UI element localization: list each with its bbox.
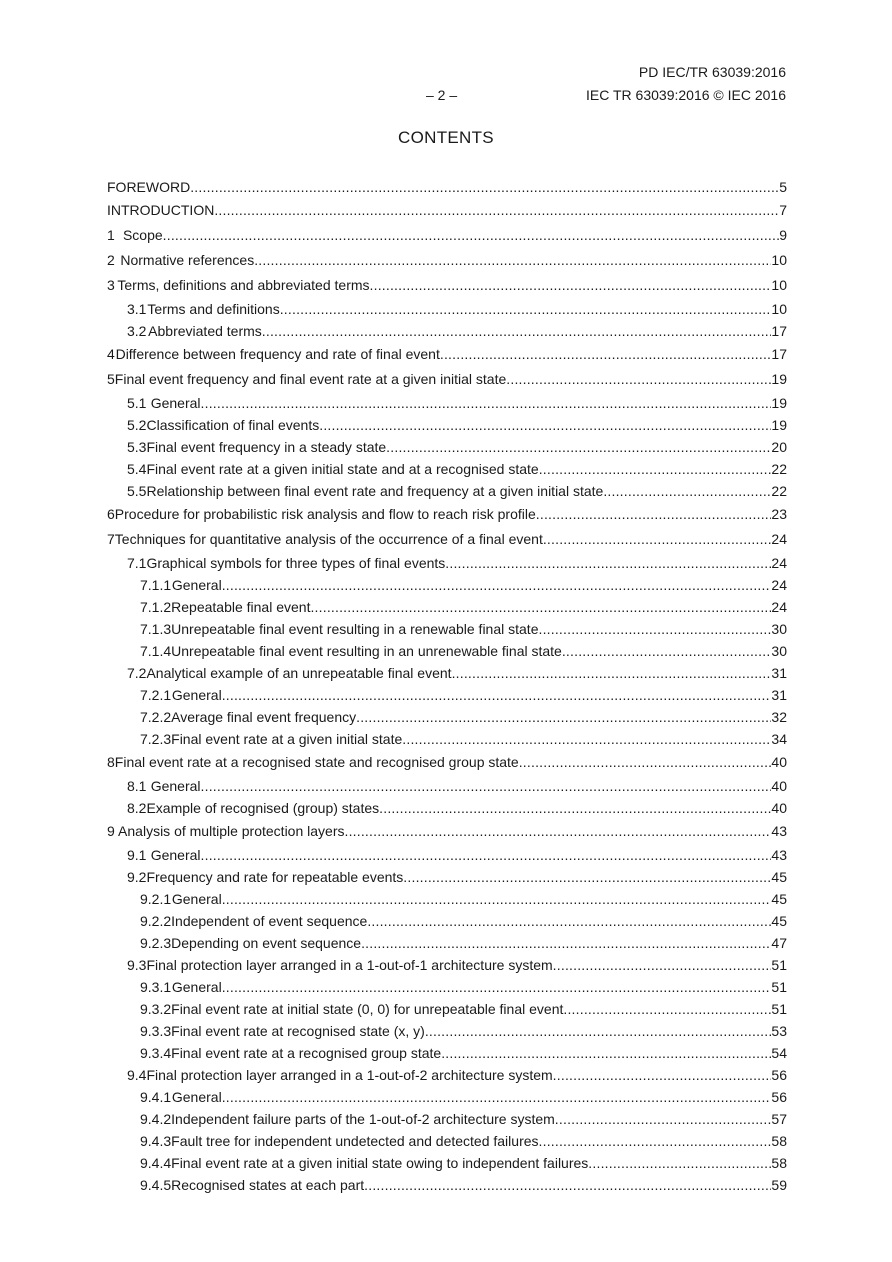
toc-entry[interactable] xyxy=(107,932,787,954)
toc-entry-page: 58 xyxy=(771,1133,787,1149)
toc-entry[interactable] xyxy=(107,414,787,436)
toc-entry[interactable] xyxy=(107,596,787,618)
toc-entry[interactable] xyxy=(107,819,787,844)
toc-entry[interactable] xyxy=(107,320,787,342)
toc-entry-number: 7.1.1 xyxy=(140,577,172,593)
toc-entry-title: Unrepeatable final event resulting in a renewable final state xyxy=(171,621,539,637)
toc-entry-number: 5.3 xyxy=(127,439,147,455)
toc-dot-leader xyxy=(519,750,772,775)
toc-dot-leader xyxy=(553,954,772,976)
toc-entry-page: 22 xyxy=(771,461,787,477)
toc-entry-page: 32 xyxy=(771,709,787,725)
toc-entry[interactable] xyxy=(107,342,787,367)
toc-entry[interactable] xyxy=(107,1042,787,1064)
toc-entry-page: 40 xyxy=(771,778,787,794)
toc-entry-page: 51 xyxy=(771,979,787,995)
toc-entry-number: 9.2.1 xyxy=(140,891,172,907)
toc-entry-title: Final event rate at a given initial state and at a recognised state xyxy=(146,461,539,477)
toc-entry-page: 34 xyxy=(771,731,787,747)
toc-dot-leader xyxy=(280,298,772,320)
toc-entry-page: 30 xyxy=(771,643,787,659)
toc-entry[interactable] xyxy=(107,976,787,998)
toc-entry-title: Final event rate at a given initial state owing to independent failures xyxy=(171,1155,589,1171)
toc-entry[interactable] xyxy=(107,248,787,273)
toc-entry[interactable] xyxy=(107,684,787,706)
toc-dot-leader xyxy=(402,728,771,750)
toc-dot-leader xyxy=(538,618,771,640)
toc-dot-leader xyxy=(445,552,771,574)
toc-entry-number: 9.2.2 xyxy=(140,913,172,929)
toc-entry-page: 17 xyxy=(771,323,787,339)
toc-dot-leader xyxy=(506,367,771,392)
toc-entry-number: 9 xyxy=(107,823,115,839)
toc-entry-title: Relationship between final event rate and frequency at a given initial state xyxy=(146,483,604,499)
toc-entry-page: 19 xyxy=(771,417,787,433)
toc-entry-number: 7.2.3 xyxy=(140,731,172,747)
toc-entry-page: 53 xyxy=(771,1023,787,1039)
toc-entry-title: General xyxy=(150,847,201,863)
toc-dot-leader xyxy=(563,998,771,1020)
toc-entry-title: Final protection layer arranged in a 1-out-of-2 architecture system xyxy=(146,1067,553,1083)
toc-entry-page: 31 xyxy=(771,687,787,703)
toc-entry[interactable] xyxy=(107,797,787,819)
toc-entry-number: 9.3.2 xyxy=(140,1001,172,1017)
toc-entry-page: 43 xyxy=(771,823,787,839)
toc-entry[interactable] xyxy=(107,1174,787,1196)
toc-entry[interactable] xyxy=(107,480,787,502)
toc-entry[interactable] xyxy=(107,954,787,976)
toc-entry-number: 7.2.1 xyxy=(140,687,172,703)
toc-entry-number: 7.1.2 xyxy=(140,599,172,615)
toc-entry-page: 24 xyxy=(771,531,787,547)
toc-entry-number: 8.2 xyxy=(127,800,147,816)
toc-entry[interactable] xyxy=(107,298,787,320)
toc-entry-title: Final event rate at initial state (0, 0) for unrepeatable final event xyxy=(171,1001,564,1017)
toc-entry[interactable] xyxy=(107,177,787,198)
toc-entry[interactable] xyxy=(107,866,787,888)
toc-entry-page: 20 xyxy=(771,439,787,455)
toc-entry-title: Example of recognised (group) states xyxy=(146,800,380,816)
toc-entry[interactable] xyxy=(107,844,787,866)
toc-entry-page: 51 xyxy=(771,957,787,973)
toc-entry-page: 19 xyxy=(771,395,787,411)
toc-entry-number: 5.5 xyxy=(127,483,147,499)
toc-dot-leader xyxy=(386,436,771,458)
toc-dot-leader xyxy=(379,797,771,819)
toc-entry[interactable] xyxy=(107,775,787,797)
toc-entry-title: Classification of final events xyxy=(146,417,320,433)
toc-entry-page: 9 xyxy=(779,227,787,243)
toc-entry-number: 5 xyxy=(107,371,115,387)
toc-entry-title: Final protection layer arranged in a 1-out-of-1 architecture system xyxy=(146,957,553,973)
toc-entry-title: General xyxy=(171,577,222,593)
toc-entry-number: 2 xyxy=(107,252,115,268)
toc-entry-number: 7.2.2 xyxy=(140,709,172,725)
toc-entry[interactable] xyxy=(107,367,787,392)
toc-entry[interactable] xyxy=(107,888,787,910)
toc-entry[interactable] xyxy=(107,552,787,574)
toc-entry-number: 7 xyxy=(107,531,115,547)
toc-dot-leader xyxy=(555,1108,772,1130)
toc-entry-number: 7.2 xyxy=(127,665,147,681)
toc-entry-title: Unrepeatable final event resulting in an unrenewable final state xyxy=(171,643,562,659)
toc-entry-page: 54 xyxy=(771,1045,787,1061)
toc-entry-title: Analysis of multiple protection layers xyxy=(118,823,345,839)
toc-entry-page: 45 xyxy=(771,913,787,929)
toc-dot-leader xyxy=(356,706,771,728)
toc-entry-title: Procedure for probabilistic risk analysis and flow to reach risk profile xyxy=(114,506,536,522)
toc-entry-title: Scope xyxy=(122,227,163,243)
toc-dot-leader xyxy=(201,844,772,866)
toc-entry-number: 9.4.3 xyxy=(140,1133,172,1149)
toc-entry[interactable] xyxy=(107,1086,787,1108)
toc-entry[interactable] xyxy=(107,273,787,298)
toc-entry[interactable] xyxy=(107,706,787,728)
toc-entry-title: Graphical symbols for three types of final events xyxy=(146,555,446,571)
toc-entry-page: 10 xyxy=(771,301,787,317)
toc-entry-title: Independent of event sequence xyxy=(171,913,368,929)
toc-entry[interactable] xyxy=(107,502,787,527)
toc-entry-page: 10 xyxy=(771,252,787,268)
toc-dot-leader xyxy=(364,1174,771,1196)
toc-entry[interactable] xyxy=(107,640,787,662)
toc-dot-leader xyxy=(222,684,772,706)
toc-entry-page: 59 xyxy=(771,1177,787,1193)
toc-entry-number: 9.4.5 xyxy=(140,1177,172,1193)
toc-entry-number: 9.4.2 xyxy=(140,1111,172,1127)
table-of-contents xyxy=(107,177,787,1196)
page-title: CONTENTS xyxy=(398,128,494,147)
toc-entry-title: General xyxy=(171,979,222,995)
toc-entry-title: Final event frequency and final event rate at a given initial state xyxy=(114,371,507,387)
toc-dot-leader xyxy=(562,640,772,662)
toc-entry-page: 45 xyxy=(771,869,787,885)
toc-entry-title: INTRODUCTION xyxy=(107,202,215,218)
toc-entry-page: 22 xyxy=(771,483,787,499)
toc-entry[interactable] xyxy=(107,1108,787,1130)
toc-entry[interactable] xyxy=(107,662,787,684)
toc-entry-title: Independent failure parts of the 1-out-of-2 architecture system xyxy=(171,1111,555,1127)
toc-entry[interactable] xyxy=(107,750,787,775)
toc-entry-title: Final event rate at recognised state (x, y) xyxy=(171,1023,425,1039)
toc-dot-leader xyxy=(539,1130,772,1152)
toc-entry-title: Analytical example of an unrepeatable final event xyxy=(146,665,452,681)
toc-entry-title: Final event rate at a recognised group state xyxy=(171,1045,442,1061)
toc-dot-leader xyxy=(319,414,771,436)
toc-entry-title: Abbreviated terms xyxy=(148,323,262,339)
toc-entry[interactable] xyxy=(107,527,787,552)
toc-dot-leader xyxy=(361,932,771,954)
toc-entry-page: 23 xyxy=(771,506,787,522)
toc-entry[interactable] xyxy=(107,458,787,480)
toc-entry-number: 3 xyxy=(107,277,115,293)
toc-entry-title: General xyxy=(150,778,201,794)
header-doc-id: PD IEC/TR 63039:2016 xyxy=(638,64,786,80)
toc-entry-number: 5.1 xyxy=(127,395,147,411)
toc-dot-leader xyxy=(403,866,771,888)
toc-entry-number: 8.1 xyxy=(127,778,147,794)
toc-entry-number: 9.1 xyxy=(127,847,147,863)
toc-dot-leader xyxy=(588,1152,771,1174)
toc-entry-number: 7.1.3 xyxy=(140,621,172,637)
toc-dot-leader xyxy=(222,574,772,596)
toc-entry-number: 3.2 xyxy=(127,323,147,339)
toc-dot-leader xyxy=(214,198,779,223)
toc-entry[interactable] xyxy=(107,436,787,458)
toc-entry-page: 40 xyxy=(771,754,787,770)
toc-entry[interactable] xyxy=(107,618,787,640)
toc-entry-title: Repeatable final event xyxy=(171,599,311,615)
toc-entry-page: 58 xyxy=(771,1155,787,1171)
toc-dot-leader xyxy=(201,392,772,414)
toc-dot-leader xyxy=(603,480,771,502)
toc-dot-leader xyxy=(553,1064,772,1086)
toc-entry-page: 5 xyxy=(779,179,787,195)
toc-entry[interactable] xyxy=(107,1152,787,1174)
toc-entry-page: 30 xyxy=(771,621,787,637)
toc-entry-page: 57 xyxy=(771,1111,787,1127)
toc-dot-leader xyxy=(452,662,772,684)
toc-dot-leader xyxy=(536,502,772,527)
toc-entry-page: 45 xyxy=(771,891,787,907)
toc-dot-leader xyxy=(201,775,772,797)
toc-entry-page: 47 xyxy=(771,935,787,951)
toc-entry-number: 7.1.4 xyxy=(140,643,172,659)
toc-dot-leader xyxy=(539,458,772,480)
toc-entry-title: Difference between frequency and rate of final event xyxy=(115,346,440,362)
toc-entry-number: 4 xyxy=(107,346,115,362)
toc-dot-leader xyxy=(254,248,771,273)
toc-entry[interactable] xyxy=(107,998,787,1020)
toc-entry-title: Techniques for quantitative analysis of the occurrence of a final event xyxy=(114,531,543,547)
toc-entry-page: 17 xyxy=(771,346,787,362)
toc-entry-page: 51 xyxy=(771,1001,787,1017)
toc-entry-number: 9.3.3 xyxy=(140,1023,172,1039)
toc-entry-title: Fault tree for independent undetected and detected failures xyxy=(171,1133,539,1149)
toc-dot-leader xyxy=(543,527,772,552)
toc-entry-title: General xyxy=(171,687,222,703)
toc-entry-page: 56 xyxy=(771,1089,787,1105)
toc-entry-number: 3.1 xyxy=(127,301,147,317)
toc-entry-title: Final event rate at a given initial state xyxy=(171,731,403,747)
toc-entry-title: Final event rate at a recognised state and recognised group state xyxy=(114,754,519,770)
toc-entry-title: Frequency and rate for repeatable events xyxy=(146,869,404,885)
toc-entry-title: Average final event frequency xyxy=(171,709,357,725)
toc-entry-title: Depending on event sequence xyxy=(171,935,362,951)
toc-entry[interactable] xyxy=(107,198,787,223)
toc-entry-page: 19 xyxy=(771,371,787,387)
toc-dot-leader xyxy=(344,819,771,844)
toc-entry-title: Final event frequency in a steady state xyxy=(146,439,387,455)
toc-entry-number: 9.2.3 xyxy=(140,935,172,951)
toc-entry[interactable] xyxy=(107,574,787,596)
header-page-marker: – 2 – xyxy=(426,87,458,103)
toc-dot-leader xyxy=(222,888,772,910)
toc-entry-page: 56 xyxy=(771,1067,787,1083)
toc-dot-leader xyxy=(222,1086,772,1108)
toc-entry-page: 40 xyxy=(771,800,787,816)
toc-entry[interactable] xyxy=(107,728,787,750)
toc-dot-leader xyxy=(222,976,772,998)
toc-entry-page: 10 xyxy=(771,277,787,293)
toc-entry[interactable] xyxy=(107,392,787,414)
toc-entry-page: 24 xyxy=(771,577,787,593)
toc-entry-page: 24 xyxy=(771,599,787,615)
toc-entry-number: 9.2 xyxy=(127,869,147,885)
toc-entry-number: 9.3 xyxy=(127,957,147,973)
toc-entry[interactable] xyxy=(107,910,787,932)
toc-entry-title: Terms, definitions and abbreviated terms xyxy=(117,277,370,293)
toc-dot-leader xyxy=(425,1020,772,1042)
toc-dot-leader xyxy=(440,342,772,367)
toc-entry-number: 5.4 xyxy=(127,461,147,477)
toc-dot-leader xyxy=(190,177,779,198)
toc-entry-number: 9.4.1 xyxy=(140,1089,172,1105)
toc-dot-leader xyxy=(262,320,772,342)
toc-entry-number: 1 xyxy=(107,227,115,243)
toc-entry-title: Recognised states at each part xyxy=(171,1177,365,1193)
toc-entry-title: Normative references xyxy=(120,252,255,268)
toc-entry-title: General xyxy=(171,1089,222,1105)
toc-entry-number: 5.2 xyxy=(127,417,147,433)
toc-entry-number: 8 xyxy=(107,754,115,770)
toc-dot-leader xyxy=(370,273,772,298)
toc-dot-leader xyxy=(367,910,771,932)
toc-entry-title: General xyxy=(150,395,201,411)
toc-dot-leader xyxy=(163,223,780,248)
toc-entry-number: 6 xyxy=(107,506,115,522)
toc-entry-page: 24 xyxy=(771,555,787,571)
toc-entry-title: Terms and definitions xyxy=(147,301,280,317)
toc-entry-number: 9.4 xyxy=(127,1067,147,1083)
toc-entry-number: 9.3.4 xyxy=(140,1045,172,1061)
toc-entry[interactable] xyxy=(107,1020,787,1042)
toc-entry-title: FOREWORD xyxy=(107,179,191,195)
toc-entry-title: General xyxy=(171,891,222,907)
toc-entry-page: 43 xyxy=(771,847,787,863)
header-copyright: IEC TR 63039:2016 © IEC 2016 xyxy=(586,87,786,103)
toc-entry-page: 31 xyxy=(771,665,787,681)
toc-entry-number: 9.3.1 xyxy=(140,979,172,995)
toc-entry-page: 7 xyxy=(779,202,787,218)
toc-entry-number: 9.4.4 xyxy=(140,1155,172,1171)
toc-entry[interactable] xyxy=(107,1130,787,1152)
toc-dot-leader xyxy=(441,1042,771,1064)
toc-entry[interactable] xyxy=(107,1064,787,1086)
toc-entry[interactable] xyxy=(107,223,787,248)
toc-entry-number: 7.1 xyxy=(127,555,147,571)
toc-dot-leader xyxy=(310,596,771,618)
